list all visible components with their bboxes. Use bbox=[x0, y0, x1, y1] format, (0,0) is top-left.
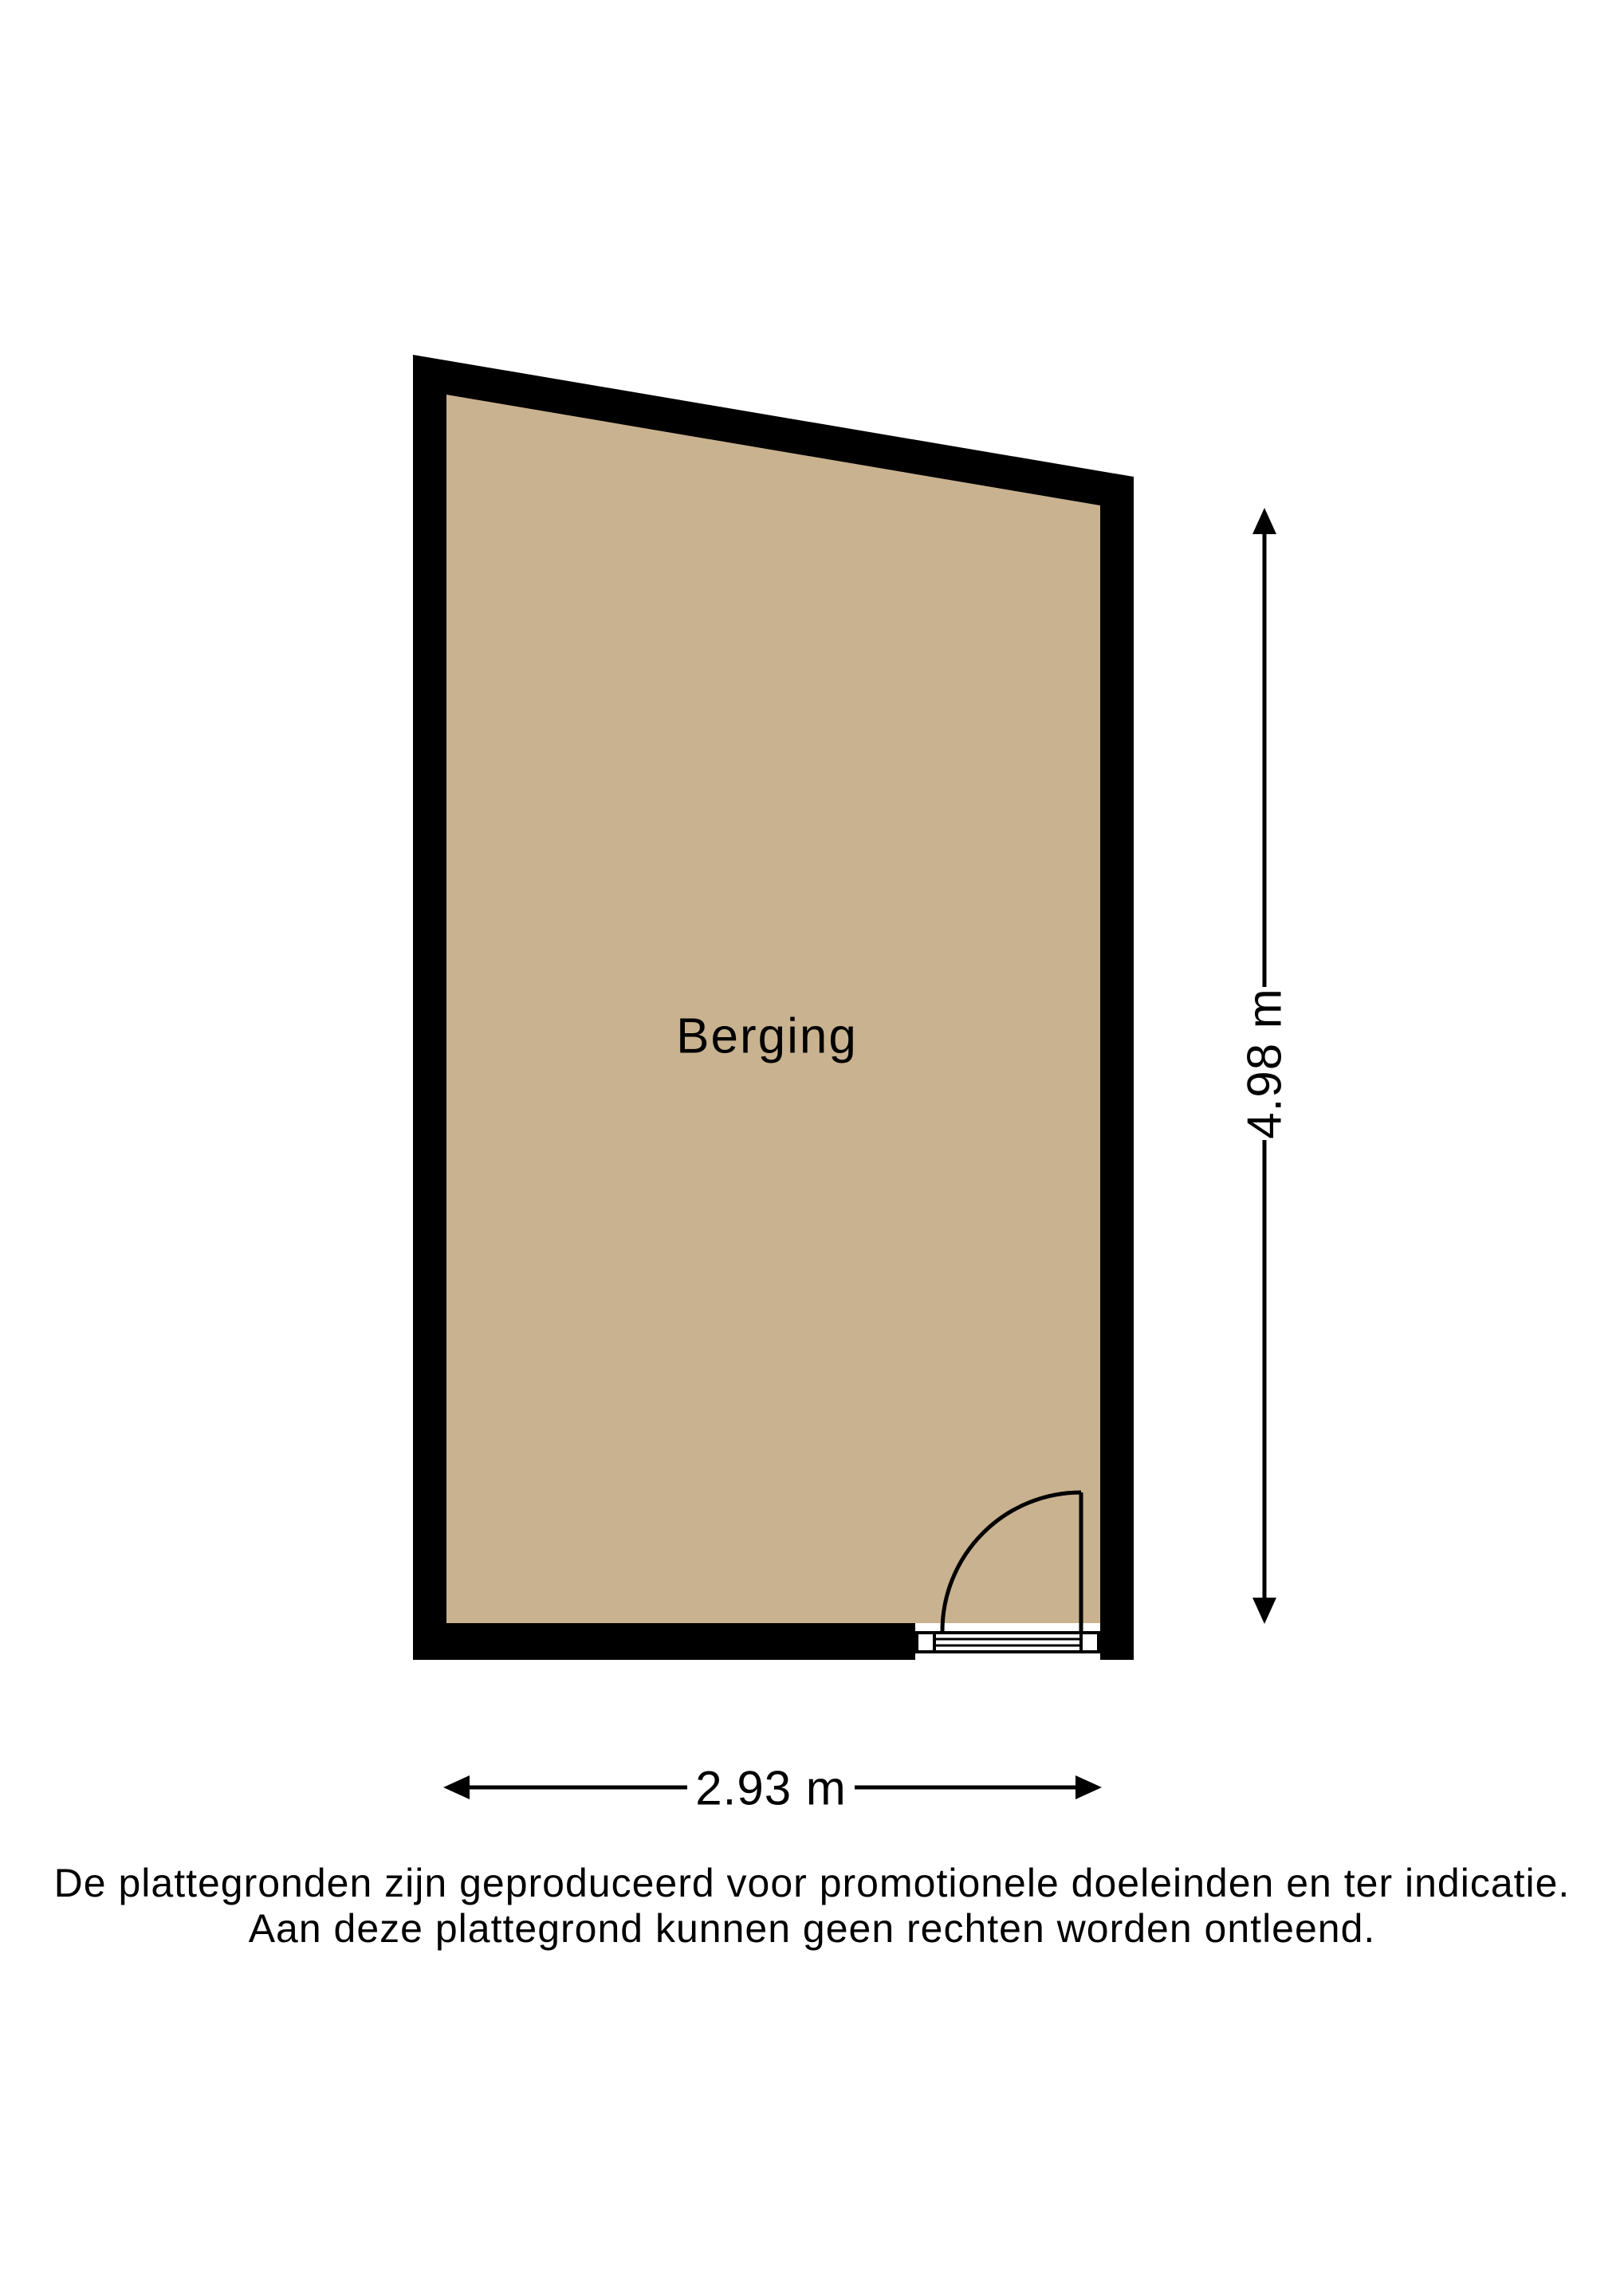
disclaimer-line-2: Aan deze plattegrond kunnen geen rechten worden ontleend. bbox=[248, 1906, 1376, 1951]
room-label: Berging bbox=[676, 1008, 858, 1064]
disclaimer-line-1: De plattegronden zijn geproduceerd voor promotionele doeleinden en ter indicatie. bbox=[53, 1861, 1571, 1905]
height-dimension bbox=[1238, 508, 1292, 1624]
width-dimension bbox=[443, 1762, 1102, 1815]
arrow-down-icon bbox=[1252, 1598, 1276, 1624]
arrow-left-icon bbox=[443, 1775, 470, 1799]
arrow-up-icon bbox=[1252, 508, 1276, 534]
door-threshold bbox=[917, 1633, 1099, 1652]
width-dimension-label: 2.93 m bbox=[695, 1761, 847, 1815]
arrow-right-icon bbox=[1075, 1775, 1102, 1799]
disclaimer bbox=[0, 1861, 1624, 1952]
height-dimension-label: 4.98 m bbox=[1237, 988, 1292, 1139]
